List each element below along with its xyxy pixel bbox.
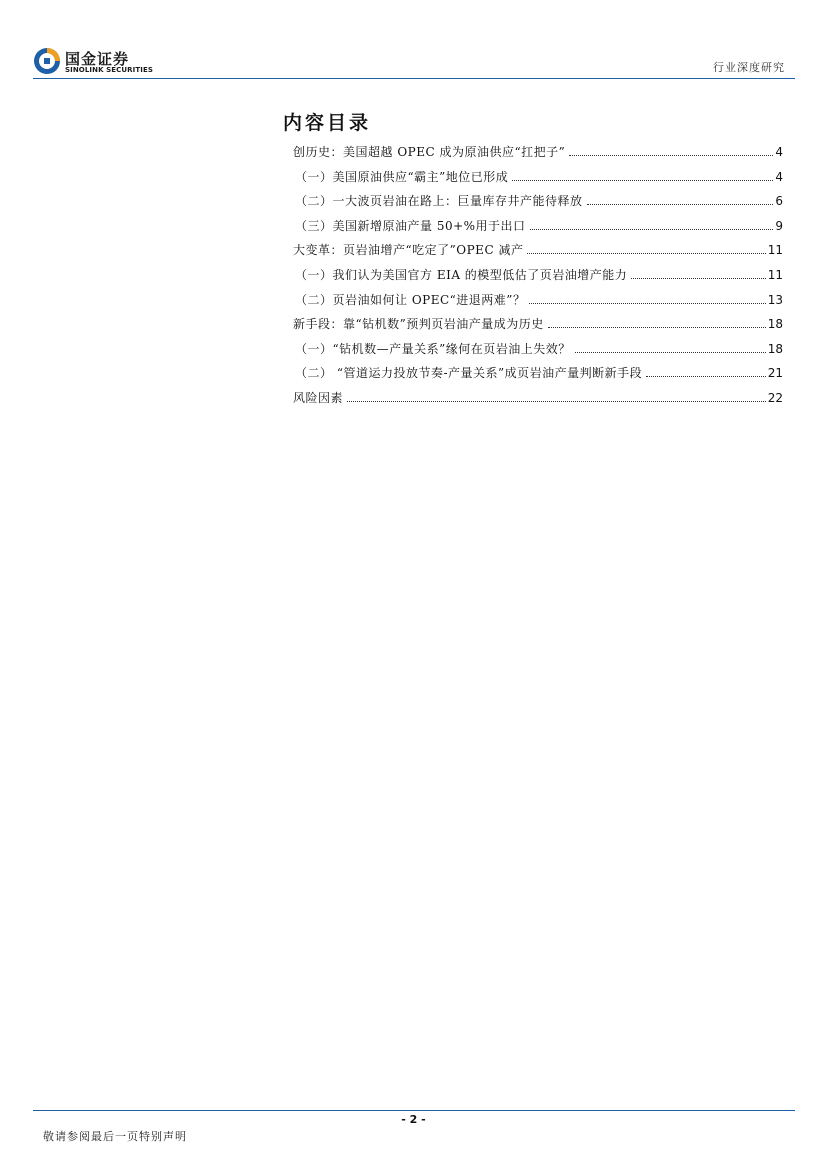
toc-entry-page: 21	[767, 366, 783, 381]
toc-entry-page: 4	[775, 169, 783, 184]
toc-dot-leader	[587, 204, 774, 205]
toc-entry-label: （一）美国原油供应“霸主”地位已形成	[295, 169, 509, 184]
logo-chinese-name: 国金证券	[65, 50, 130, 68]
toc-dot-leader	[548, 327, 766, 328]
table-of-contents	[293, 143, 783, 414]
page-header	[0, 0, 827, 82]
toc-entry[interactable]	[293, 266, 783, 291]
header-divider	[33, 78, 795, 79]
toc-dot-leader	[529, 303, 765, 304]
toc-entry-page: 11	[767, 267, 783, 282]
toc-entry-page: 18	[767, 317, 783, 332]
toc-entry-label: 新手段：靠“钻机数”预判页岩油产量成为历史	[293, 317, 544, 332]
toc-dot-leader	[631, 278, 765, 279]
toc-entry[interactable]	[293, 389, 783, 414]
toc-dot-leader	[347, 401, 766, 402]
footer-disclaimer: 敬请参阅最后一页特别声明	[43, 1130, 187, 1143]
toc-entry[interactable]	[293, 291, 783, 316]
toc-dot-leader	[569, 155, 773, 156]
logo-mark-icon	[33, 47, 61, 75]
toc-entry[interactable]	[293, 217, 783, 242]
toc-entry-label: 创历史：美国超越 OPEC 成为原油供应“扛把子”	[293, 145, 566, 159]
toc-dot-leader	[646, 376, 766, 377]
toc-entry-page: 9	[775, 218, 783, 233]
toc-entry-label: （一）“钻机数—产量关系”缘何在页岩油上失效？	[295, 341, 571, 356]
toc-entry-label: 大变革：页岩油增产“吃定了”OPEC 减产	[293, 243, 524, 258]
logo-english-name: SINOLINK SECURITIES	[65, 66, 153, 74]
report-type: 行业深度研究	[713, 61, 785, 74]
toc-entry[interactable]	[293, 364, 783, 389]
toc-entry-page: 18	[767, 341, 783, 356]
toc-entry[interactable]	[293, 315, 783, 340]
toc-entry-label: （二）页岩油如何让 OPEC“进退两难”？	[295, 292, 526, 307]
company-logo	[33, 47, 163, 79]
toc-entry-page: 6	[775, 194, 783, 209]
toc-entry[interactable]	[293, 241, 783, 266]
toc-entry-label: （三）美国新增原油产量 50+%用于出口	[295, 218, 526, 233]
toc-title: 内容目录	[283, 112, 372, 134]
toc-entry-page: 11	[767, 243, 783, 258]
toc-entry-page: 4	[775, 145, 783, 159]
toc-entry[interactable]	[293, 168, 783, 193]
toc-dot-leader	[575, 352, 766, 353]
toc-entry-page: 22	[767, 390, 783, 405]
footer-divider	[33, 1110, 795, 1111]
page-number: - 2 -	[401, 1113, 426, 1126]
toc-entry[interactable]	[293, 143, 783, 168]
toc-entry-label: （二）一大波页岩油在路上：巨量库存井产能待释放	[295, 194, 583, 209]
toc-entry-label: 风险因素	[293, 390, 344, 405]
toc-dot-leader	[512, 180, 773, 181]
toc-entry-label: （一）我们认为美国官方 EIA 的模型低估了页岩油增产能力	[295, 267, 628, 282]
toc-entry[interactable]	[293, 340, 783, 365]
toc-entry-page: 13	[767, 292, 783, 307]
toc-dot-leader	[527, 253, 765, 254]
toc-entry-label: （二） “管道运力投放节奏-产量关系”成页岩油产量判断新手段	[295, 366, 643, 381]
toc-entry[interactable]	[293, 192, 783, 217]
toc-dot-leader	[530, 229, 774, 230]
